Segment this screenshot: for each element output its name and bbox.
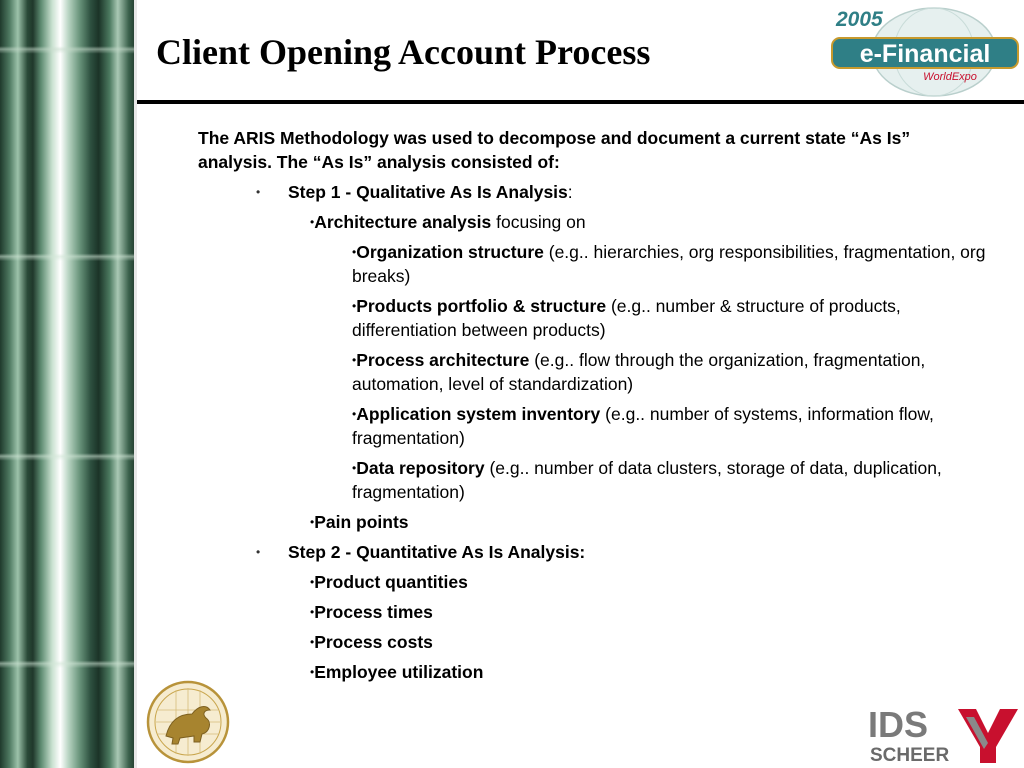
- efinancial-logo: [830, 4, 1020, 98]
- list-item-application-inventory: •Application system inventory (e.g.. number of systems, information flow, fragmentation): [352, 404, 934, 448]
- list-item-process-times: •Process times: [310, 602, 433, 622]
- bullet-icon: •: [352, 245, 357, 259]
- bullet-icon: •: [310, 215, 315, 229]
- bullet-icon: •: [256, 545, 261, 559]
- step2-label: Step 2 - Quantitative As Is Analysis:: [288, 542, 586, 562]
- efin-name: e-Financial: [859, 40, 991, 68]
- list-item-pain-points: •Pain points: [310, 512, 409, 532]
- ids-text: IDS: [868, 704, 929, 745]
- list-item-data-repository: •Data repository (e.g.. number of data clusters, storage of data, duplication, fragmentation): [352, 458, 942, 502]
- bullet-icon: •: [352, 299, 357, 313]
- efin-sub: WorldExpo: [923, 71, 977, 83]
- list-item-product-quantities: •Product quantities: [310, 572, 468, 592]
- bullet-icon: •: [310, 635, 315, 649]
- slide-body: [198, 126, 988, 690]
- list-item-process-costs: •Process costs: [310, 632, 433, 652]
- list-item-org-structure: •Organization structure (e.g.. hierarchies, org responsibilities, fragmentation, org breaks): [352, 242, 986, 286]
- bullet-icon: •: [310, 515, 315, 529]
- bullet-icon: •: [310, 665, 315, 679]
- list-item-step2: [198, 540, 988, 564]
- list-item-employee-utilization: •Employee utilization: [310, 662, 484, 682]
- bullet-icon: •: [310, 575, 315, 589]
- bullet-icon: •: [352, 407, 357, 421]
- page-title: Client Opening Account Process: [156, 32, 651, 72]
- bullet-icon: •: [256, 185, 261, 199]
- list-item-architecture: •Architecture analysis focusing on: [310, 212, 586, 232]
- bamboo-decoration: [0, 0, 137, 768]
- scheer-text: SCHEER: [870, 745, 950, 765]
- step1-label: Step 1 - Qualitative As Is Analysis: [288, 182, 568, 202]
- ids-scheer-logo: [866, 703, 1024, 765]
- title-divider: [137, 100, 1024, 104]
- bamboo-edge: [134, 0, 137, 768]
- intro-paragraph: The ARIS Methodology was used to decompose and document a current state “As Is” analysis. The “As Is” analysis consisted of:: [198, 128, 911, 172]
- bullet-icon: •: [310, 605, 315, 619]
- list-item-process-architecture: •Process architecture (e.g.. flow through the organization, fragmentation, automation, level of standardization): [352, 350, 926, 394]
- bull-seal-logo: [146, 680, 230, 764]
- list-item-products-portfolio: •Products portfolio & structure (e.g.. number & structure of products, differentiation between products): [352, 296, 901, 340]
- efin-year: 2005: [836, 8, 883, 31]
- bullet-icon: •: [352, 353, 357, 367]
- list-item-step1: • Step 1 - Qualitative As Is Analysis:: [256, 182, 573, 202]
- bullet-icon: •: [352, 461, 357, 475]
